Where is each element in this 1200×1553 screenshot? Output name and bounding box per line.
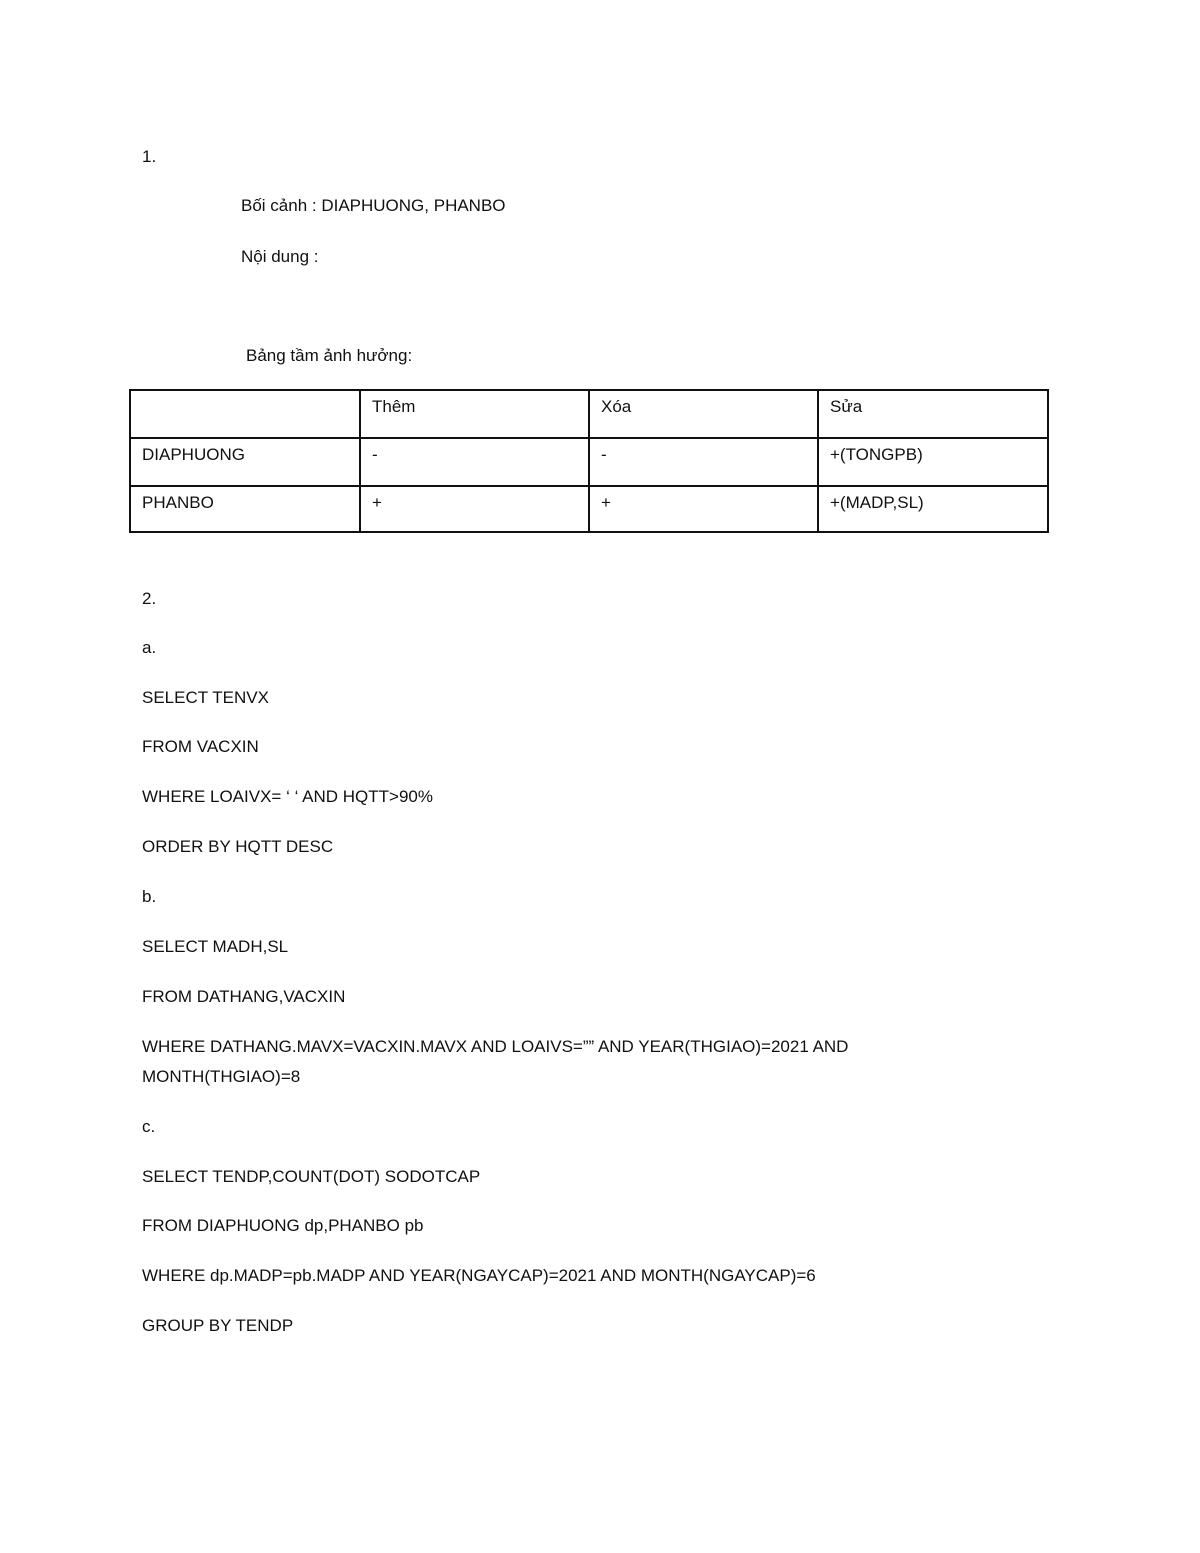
sql-line: WHERE LOAIVX= ‘ ‘ AND HQTT>90%: [142, 787, 433, 806]
table-row: [130, 486, 1048, 532]
sql-line: GROUP BY TENDP: [142, 1316, 294, 1335]
table-header-cell: Sửa: [818, 390, 1048, 438]
part-c-label: c.: [142, 1117, 156, 1136]
sql-line: WHERE DATHANG.MAVX=VACXIN.MAVX AND LOAIVS=”” AND YEAR(THGIAO)=2021 AND: [142, 1037, 849, 1056]
table-row: [130, 438, 1048, 486]
table-header-cell: Xóa: [589, 390, 818, 438]
part-a-label: a.: [142, 638, 157, 657]
context-line: Bối cảnh : DIAPHUONG, PHANBO: [241, 196, 506, 215]
table-header-cell: Thêm: [360, 390, 589, 438]
table-cell: DIAPHUONG: [130, 438, 360, 486]
table-cell: -: [360, 438, 589, 486]
part-b-label: b.: [142, 887, 157, 906]
table-cell: PHANBO: [130, 486, 360, 532]
sql-line: FROM DIAPHUONG dp,PHANBO pb: [142, 1216, 424, 1235]
content-line: Nội dung :: [241, 247, 319, 266]
table-cell: +: [589, 486, 818, 532]
table-header-cell: [130, 390, 360, 438]
sql-line: ORDER BY HQTT DESC: [142, 837, 334, 856]
impact-table-title: Bảng tầm ảnh hưởng:: [246, 346, 413, 365]
sql-line: SELECT MADH,SL: [142, 937, 289, 956]
impact-table: [129, 389, 1049, 533]
table-cell: +(TONGPB): [818, 438, 1048, 486]
table-cell: +: [360, 486, 589, 532]
table-cell: +(MADP,SL): [818, 486, 1048, 532]
sql-line: FROM DATHANG,VACXIN: [142, 987, 346, 1006]
table-header-row: [130, 390, 1048, 438]
question-1-number: 1.: [142, 147, 157, 166]
sql-line: WHERE dp.MADP=pb.MADP AND YEAR(NGAYCAP)=2021 AND MONTH(NGAYCAP)=6: [142, 1266, 816, 1285]
sql-line: MONTH(THGIAO)=8: [142, 1067, 301, 1086]
question-2-number: 2.: [142, 589, 157, 608]
sql-line: FROM VACXIN: [142, 737, 259, 756]
table-cell: -: [589, 438, 818, 486]
sql-line: SELECT TENDP,COUNT(DOT) SODOTCAP: [142, 1167, 481, 1186]
sql-line: SELECT TENVX: [142, 688, 269, 707]
